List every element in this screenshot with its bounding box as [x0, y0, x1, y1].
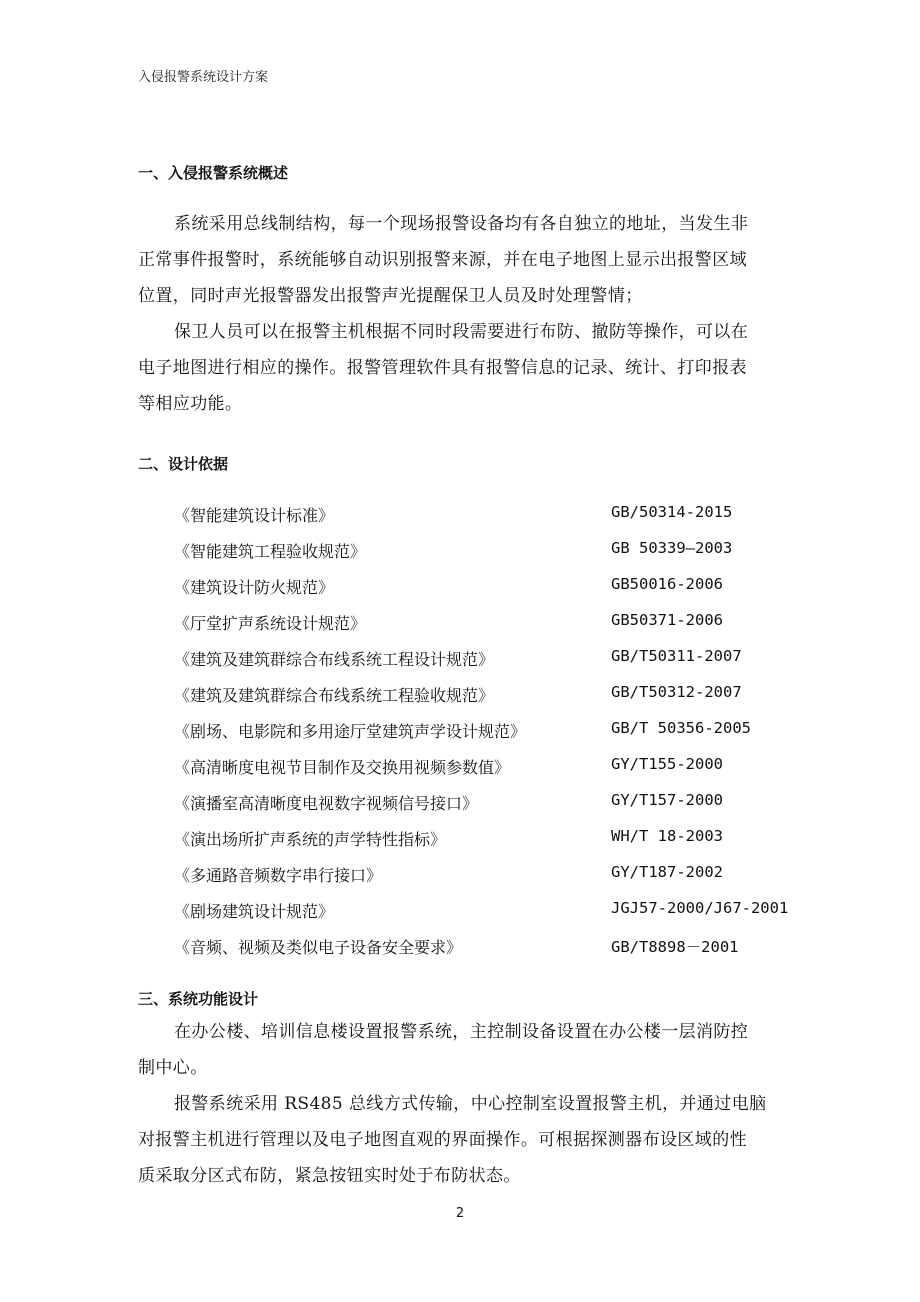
page-number: 2 [455, 1206, 465, 1221]
text-line: 质采取分区式布防，紧急按钮实时处于布防状态。 [138, 1166, 521, 1186]
standard-row [174, 755, 814, 791]
standard-row [174, 503, 814, 539]
standard-row [174, 935, 814, 971]
standard-row [174, 791, 814, 827]
standard-code: GB 50339—2003 [611, 539, 733, 557]
standard-name: 《剧场建筑设计规范》 [174, 902, 335, 921]
standard-code: GB/T 50356-2005 [611, 719, 751, 737]
standard-code: GY/T157-2000 [611, 791, 723, 809]
standard-row [174, 575, 814, 611]
standard-code: GY/T155-2000 [611, 755, 723, 773]
standard-row [174, 539, 814, 575]
text-line: 报警系统采用 RS485 总线方式传输，中心控制室设置报警主机，并通过电脑 [174, 1094, 767, 1114]
running-header: 入侵报警系统设计方案 [138, 70, 269, 85]
standard-code: GY/T187-2002 [611, 863, 723, 881]
text-line: 正常事件报警时，系统能够自动识别报警来源，并在电子地图上显示出报警区域 [138, 250, 747, 270]
text-line: 保卫人员可以在报警主机根据不同时段需要进行布防、撤防等操作，可以在 [174, 322, 749, 342]
standard-name: 《演出场所扩声系统的声学特性指标》 [174, 830, 447, 849]
section-heading-function: 三、系统功能设计 [138, 990, 259, 1008]
standard-code: WH/T 18-2003 [611, 827, 723, 845]
standard-name: 《厅堂扩声系统设计规范》 [174, 614, 367, 633]
overview-paragraph-1 [138, 206, 788, 314]
standard-row [174, 899, 814, 935]
standard-row [174, 611, 814, 647]
standard-name: 《智能建筑工程验收规范》 [174, 542, 367, 561]
function-paragraph-2 [138, 1086, 788, 1194]
text-line: 对报警主机进行管理以及电子地图直观的界面操作。可根据探测器布设区域的性 [138, 1130, 747, 1150]
standard-code: GB/T50311-2007 [611, 647, 742, 665]
overview-paragraph-2 [138, 314, 788, 422]
standard-row [174, 719, 814, 755]
function-paragraph-1 [138, 1014, 788, 1086]
standard-name: 《高清晰度电视节目制作及交换用视频参数值》 [174, 758, 511, 777]
standard-name: 《建筑及建筑群综合布线系统工程验收规范》 [174, 686, 495, 705]
standard-code: GB50371-2006 [611, 611, 723, 629]
text-line: 位置，同时声光报警器发出报警声光提醒保卫人员及时处理警情； [138, 286, 643, 306]
standard-code: GB/T8898－2001 [611, 938, 739, 956]
standard-row [174, 863, 814, 899]
section-heading-overview: 一、入侵报警系统概述 [138, 164, 289, 182]
standard-code: GB50016-2006 [611, 575, 723, 593]
standard-name: 《建筑设计防火规范》 [174, 578, 335, 597]
standard-name: 《多通路音频数字串行接口》 [174, 866, 383, 885]
text-line: 系统采用总线制结构，每一个现场报警设备均有各自独立的地址，当发生非 [174, 214, 749, 234]
text-line: 等相应功能。 [138, 394, 243, 414]
text-line: 制中心。 [138, 1058, 208, 1078]
text-line: 电子地图进行相应的操作。报警管理软件具有报警信息的记录、统计、打印报表 [138, 358, 747, 378]
standard-code: JGJ57-2000/J67-2001 [611, 899, 789, 917]
standard-name: 《智能建筑设计标准》 [174, 506, 335, 525]
text-line: 在办公楼、培训信息楼设置报警系统，主控制设备设置在办公楼一层消防控 [174, 1022, 749, 1042]
standard-name: 《演播室高清晰度电视数字视频信号接口》 [174, 794, 479, 813]
standard-name: 《建筑及建筑群综合布线系统工程设计规范》 [174, 650, 495, 669]
standard-code: GB/T50312-2007 [611, 683, 742, 701]
standard-name: 《剧场、电影院和多用途厅堂建筑声学设计规范》 [174, 722, 527, 741]
standard-row [174, 827, 814, 863]
standard-name: 《音频、视频及类似电子设备安全要求》 [174, 938, 463, 957]
standard-code: GB/50314-2015 [611, 503, 733, 521]
section-heading-basis: 二、设计依据 [138, 455, 229, 473]
standard-row [174, 683, 814, 719]
standard-row [174, 647, 814, 683]
